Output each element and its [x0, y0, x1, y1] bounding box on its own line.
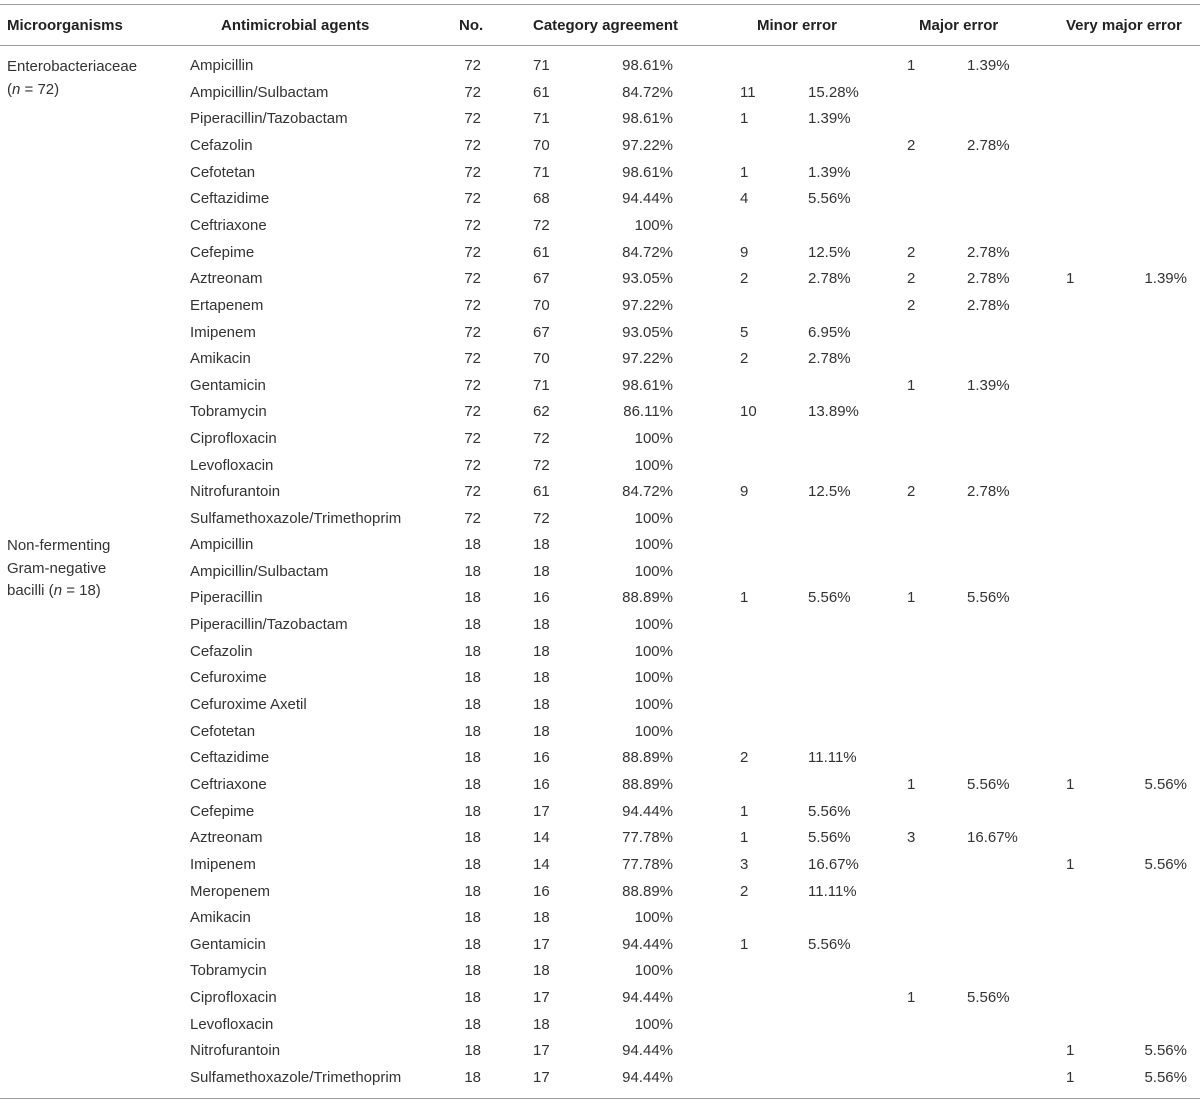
cell-no: 72 — [464, 323, 481, 341]
cell-major-count: 1 — [907, 589, 916, 607]
cell-agent: Imipenem — [190, 855, 256, 873]
cell-agent: Meropenem — [190, 882, 271, 900]
cell-agent: Amikacin — [190, 909, 251, 927]
cell-agent: Ampicillin — [190, 536, 254, 553]
cell-major-count: 1 — [907, 376, 916, 394]
cell-agent: Cefuroxime Axetil — [190, 695, 307, 713]
cell-minor-count: 2 — [740, 350, 749, 368]
cell-ca-pct: 94.44% — [622, 190, 673, 208]
cell-no: 18 — [464, 775, 481, 793]
cell-no: 18 — [464, 722, 481, 740]
cell-major-count: 1 — [907, 57, 916, 74]
cell-no: 72 — [464, 376, 481, 394]
cell-ca-count: 70 — [533, 296, 550, 314]
cell-ca-count: 71 — [533, 163, 550, 181]
cell-no: 72 — [464, 456, 481, 474]
cell-agent: Ciprofloxacin — [190, 430, 277, 448]
cell-minor-pct: 16.67% — [808, 855, 859, 873]
group-label-paren: ( — [7, 80, 12, 98]
cell-ca-pct: 100% — [634, 536, 673, 553]
cell-major-count: 2 — [907, 483, 916, 501]
group-label-line: Non-fermenting — [7, 537, 111, 554]
cell-no: 18 — [464, 562, 481, 580]
cell-agent: Piperacillin/Tazobactam — [190, 616, 348, 633]
cell-ca-pct: 100% — [634, 962, 673, 980]
table-top-rule — [0, 4, 1200, 5]
cell-agent: Cefazolin — [190, 642, 253, 660]
cell-ca-count: 17 — [533, 802, 550, 820]
cell-agent: Ampicillin/Sulbactam — [190, 83, 329, 101]
cell-major-count: 1 — [907, 775, 916, 793]
cell-ca-count: 16 — [533, 589, 550, 607]
group-label-non-fermenting — [7, 535, 110, 603]
cell-ca-count: 68 — [533, 190, 550, 208]
cell-ca-count: 17 — [533, 1042, 550, 1060]
cell-major-pct: 16.67% — [967, 829, 1018, 847]
cell-minor-count: 9 — [740, 243, 749, 261]
cell-agent: Sulfamethoxazole/Trimethoprim — [190, 510, 402, 527]
group-label-n: n — [53, 582, 63, 599]
cell-ca-count: 18 — [533, 695, 550, 713]
cell-ca-count: 16 — [533, 882, 550, 900]
cell-major-count: 2 — [907, 296, 916, 314]
cell-no: 18 — [464, 695, 481, 713]
cell-no: 18 — [464, 1069, 481, 1086]
cell-minor-count: 2 — [740, 749, 749, 767]
cell-no: 18 — [464, 962, 481, 980]
cell-ca-pct: 100% — [634, 669, 673, 687]
cell-minor-pct: 11.11% — [808, 882, 857, 900]
cell-agent: Cefepime — [190, 802, 255, 820]
cell-agent: Levofloxacin — [190, 1015, 274, 1033]
cell-no: 72 — [464, 110, 481, 128]
header-antimicrobial-agents: Antimicrobial agents — [221, 17, 370, 34]
cell-ca-pct: 100% — [634, 722, 673, 740]
cell-agent: Tobramycin — [190, 403, 267, 421]
cell-ca-pct: 77.78% — [622, 829, 673, 847]
cell-no: 18 — [464, 909, 481, 927]
cell-agent: Ciprofloxacin — [190, 989, 277, 1006]
cell-major-pct: 2.78% — [967, 270, 1010, 288]
header-very-major-error: Very major error — [1066, 17, 1182, 34]
header-no: No. — [459, 17, 484, 34]
cell-agent: Cefepime — [190, 243, 255, 261]
cell-minor-pct: 5.56% — [808, 802, 851, 820]
cell-no: 18 — [464, 829, 481, 847]
cell-ca-pct: 94.44% — [622, 935, 673, 953]
cell-agent: Amikacin — [190, 350, 251, 368]
cell-ca-count: 18 — [533, 562, 550, 580]
cell-no: 72 — [464, 270, 481, 288]
cell-agent: Nitrofurantoin — [190, 483, 281, 501]
cell-ca-pct: 88.89% — [622, 882, 673, 900]
cell-major-count: 3 — [907, 829, 916, 847]
cell-minor-count: 4 — [740, 190, 749, 208]
cell-vmajor-pct: 5.56% — [1144, 1069, 1187, 1086]
cell-major-pct: 1.39% — [967, 376, 1010, 394]
cell-agent: Gentamicin — [190, 935, 266, 953]
cell-ca-pct: 94.44% — [622, 1042, 673, 1060]
cell-minor-pct: 12.5% — [808, 243, 851, 261]
cell-vmajor-pct: 5.56% — [1144, 1042, 1187, 1060]
cell-ca-pct: 100% — [634, 695, 673, 713]
cell-ca-count: 18 — [533, 642, 550, 660]
cell-ca-pct: 88.89% — [622, 775, 673, 793]
cell-major-pct: 2.78% — [967, 243, 1010, 261]
header-major-error: Major error — [919, 17, 999, 34]
header-microorganisms: Microorganisms — [7, 17, 123, 34]
cell-ca-pct: 97.22% — [622, 350, 673, 368]
cell-no: 72 — [464, 350, 481, 368]
cell-no: 18 — [464, 536, 481, 553]
cell-minor-count: 3 — [740, 855, 749, 873]
cell-minor-count: 5 — [740, 323, 749, 341]
cell-minor-pct: 11.11% — [808, 749, 857, 767]
cell-no: 18 — [464, 669, 481, 687]
cell-ca-count: 71 — [533, 57, 550, 74]
cell-no: 72 — [464, 57, 481, 74]
cell-no: 72 — [464, 216, 481, 234]
cell-ca-count: 18 — [533, 962, 550, 980]
group-label-count: = 72) — [20, 80, 60, 98]
table-header-rule — [0, 45, 1200, 46]
cell-ca-count: 72 — [533, 430, 550, 448]
cell-ca-pct: 84.72% — [622, 243, 673, 261]
cell-minor-pct: 5.56% — [808, 829, 851, 847]
cell-ca-count: 67 — [533, 270, 550, 288]
cell-agent: Nitrofurantoin — [190, 1042, 281, 1060]
cell-ca-count: 18 — [533, 1015, 550, 1033]
cell-vmajor-pct: 1.39% — [1144, 270, 1187, 288]
cell-vmajor-count: 1 — [1066, 270, 1075, 288]
cell-ca-count: 71 — [533, 376, 550, 394]
cell-ca-count: 17 — [533, 1069, 550, 1086]
cell-minor-count: 1 — [740, 935, 749, 953]
cell-minor-count: 2 — [740, 882, 749, 900]
cell-agent: Ampicillin — [190, 57, 254, 74]
cell-minor-count: 2 — [740, 270, 749, 288]
cell-ca-count: 72 — [533, 216, 550, 234]
cell-ca-pct: 100% — [634, 1015, 673, 1033]
cell-minor-pct: 12.5% — [808, 483, 851, 501]
cell-no: 18 — [464, 802, 481, 820]
cell-no: 72 — [464, 190, 481, 208]
cell-vmajor-count: 1 — [1066, 1069, 1075, 1086]
table-bottom-rule — [0, 1098, 1200, 1099]
cell-ca-pct: 100% — [634, 510, 673, 527]
cell-ca-pct: 100% — [634, 430, 673, 448]
cell-ca-count: 17 — [533, 989, 550, 1006]
cell-ca-count: 18 — [533, 536, 550, 553]
cell-ca-pct: 93.05% — [622, 323, 673, 341]
cell-no: 18 — [464, 989, 481, 1006]
cell-agent: Imipenem — [190, 323, 256, 341]
cell-major-pct: 2.78% — [967, 296, 1010, 314]
cell-agent: Ampicillin/Sulbactam — [190, 562, 329, 580]
cell-minor-count: 1 — [740, 802, 749, 820]
cell-no: 18 — [464, 855, 481, 873]
cell-agent: Levofloxacin — [190, 456, 274, 474]
cell-agent: Piperacillin — [190, 589, 263, 607]
cell-vmajor-count: 1 — [1066, 775, 1075, 793]
cell-vmajor-count: 1 — [1066, 1042, 1075, 1060]
cell-no: 72 — [464, 510, 481, 527]
cell-ca-count: 67 — [533, 323, 550, 341]
header-minor-error: Minor error — [757, 17, 838, 34]
cell-ca-pct: 77.78% — [622, 855, 673, 873]
cell-agent: Cefazolin — [190, 136, 253, 154]
cell-major-count: 2 — [907, 136, 916, 154]
cell-ca-pct: 97.22% — [622, 296, 673, 314]
cell-agent: Ceftriaxone — [190, 216, 267, 234]
cell-major-pct: 5.56% — [967, 775, 1010, 793]
cell-ca-count: 71 — [533, 110, 550, 128]
cell-agent: Ertapenem — [190, 296, 264, 314]
cell-minor-pct: 15.28% — [808, 83, 859, 101]
cell-ca-pct: 100% — [634, 642, 673, 660]
cell-no: 72 — [464, 296, 481, 314]
cell-ca-pct: 100% — [634, 616, 673, 633]
cell-ca-pct: 100% — [634, 562, 673, 580]
cell-vmajor-count: 1 — [1066, 855, 1075, 873]
cell-minor-count: 10 — [740, 403, 757, 421]
cell-minor-pct: 1.39% — [808, 163, 851, 181]
cell-minor-pct: 5.56% — [808, 190, 851, 208]
cell-minor-pct: 13.89% — [808, 403, 859, 421]
cell-no: 72 — [464, 483, 481, 501]
cell-no: 72 — [464, 243, 481, 261]
cell-ca-count: 70 — [533, 136, 550, 154]
group-label-line: Gram-negative — [7, 559, 107, 577]
cell-no: 72 — [464, 136, 481, 154]
cell-major-count: 2 — [907, 243, 916, 261]
cell-minor-count: 1 — [740, 589, 749, 607]
cell-ca-count: 16 — [533, 775, 550, 793]
cell-no: 18 — [464, 1042, 481, 1060]
cell-agent: Ceftriaxone — [190, 775, 267, 793]
cell-no: 18 — [464, 935, 481, 953]
cell-agent: Cefuroxime — [190, 669, 267, 687]
cell-ca-pct: 84.72% — [622, 483, 673, 501]
cell-ca-pct: 98.61% — [622, 163, 673, 181]
cell-vmajor-pct: 5.56% — [1144, 775, 1187, 793]
cell-ca-pct: 98.61% — [622, 376, 673, 394]
cell-ca-count: 61 — [533, 483, 550, 501]
cell-agent: Cefotetan — [190, 163, 256, 181]
cell-minor-pct: 5.56% — [808, 935, 851, 953]
cell-minor-count: 9 — [740, 483, 749, 501]
cell-minor-count: 1 — [740, 163, 749, 181]
cell-ca-count: 14 — [533, 829, 550, 847]
cell-no: 72 — [464, 430, 481, 448]
cell-ca-pct: 100% — [634, 909, 673, 927]
cell-agent: Gentamicin — [190, 376, 266, 394]
cell-major-count: 2 — [907, 270, 916, 288]
cell-ca-count: 62 — [533, 403, 550, 421]
group-label-paren: bacilli ( — [7, 582, 54, 599]
cell-ca-count: 72 — [533, 510, 550, 527]
cell-agent: Ceftazidime — [190, 190, 270, 208]
cell-ca-count: 61 — [533, 83, 550, 101]
cell-minor-count: 1 — [740, 829, 749, 847]
cell-major-pct: 2.78% — [967, 483, 1010, 501]
cell-ca-pct: 100% — [634, 456, 673, 474]
cell-ca-pct: 94.44% — [622, 1069, 673, 1086]
cell-ca-count: 18 — [533, 909, 550, 927]
cell-ca-count: 18 — [533, 669, 550, 687]
cell-major-pct: 1.39% — [967, 57, 1010, 74]
cell-ca-pct: 98.61% — [622, 110, 673, 128]
cell-minor-pct: 6.95% — [808, 323, 851, 341]
cell-ca-pct: 94.44% — [622, 989, 673, 1006]
cell-minor-count: 11 — [740, 83, 756, 101]
cell-no: 18 — [464, 882, 481, 900]
cell-ca-pct: 88.89% — [622, 749, 673, 767]
cell-ca-count: 18 — [533, 722, 550, 740]
cell-ca-pct: 84.72% — [622, 83, 673, 101]
cell-major-pct: 5.56% — [967, 589, 1010, 607]
cell-agent: Sulfamethoxazole/Trimethoprim — [190, 1069, 402, 1086]
cell-agent: Piperacillin/Tazobactam — [190, 110, 348, 128]
header-category-agreement: Category agreement — [533, 17, 679, 34]
cell-agent: Ceftazidime — [190, 749, 270, 767]
group-label-n: n — [12, 80, 21, 98]
cell-ca-pct: 93.05% — [622, 270, 673, 288]
cell-ca-count: 16 — [533, 749, 550, 767]
cell-no: 72 — [464, 403, 481, 421]
cell-ca-count: 61 — [533, 243, 550, 261]
cell-major-pct: 2.78% — [967, 136, 1010, 154]
cell-ca-pct: 86.11% — [623, 403, 673, 421]
cell-major-pct: 5.56% — [967, 989, 1010, 1006]
cell-ca-pct: 88.89% — [622, 589, 673, 607]
cell-no: 18 — [464, 642, 481, 660]
cell-no: 72 — [464, 163, 481, 181]
cell-agent: Aztreonam — [190, 270, 263, 288]
cell-ca-count: 72 — [533, 456, 550, 474]
cell-minor-pct: 2.78% — [808, 270, 851, 288]
group-label-count: = 18) — [62, 582, 101, 599]
cell-agent: Cefotetan — [190, 722, 256, 740]
cell-minor-pct: 5.56% — [808, 589, 851, 607]
cell-vmajor-pct: 5.56% — [1144, 855, 1187, 873]
cell-no: 18 — [464, 1015, 481, 1033]
cell-no: 72 — [464, 83, 481, 101]
group-label-enterobacteriaceae — [7, 56, 137, 101]
group-label-line: Enterobacteriaceae — [7, 58, 138, 75]
cell-ca-count: 14 — [533, 855, 550, 873]
cell-no: 18 — [464, 589, 481, 607]
cell-minor-count: 1 — [740, 110, 749, 128]
cell-agent: Aztreonam — [190, 829, 263, 847]
cell-ca-pct: 100% — [634, 216, 673, 234]
cell-no: 18 — [464, 749, 481, 767]
cell-agent: Tobramycin — [190, 962, 267, 980]
cell-ca-pct: 98.61% — [622, 57, 673, 74]
cell-ca-count: 17 — [533, 935, 550, 953]
cell-no: 18 — [464, 616, 481, 633]
cell-minor-pct: 1.39% — [808, 110, 851, 128]
cell-minor-pct: 2.78% — [808, 350, 851, 368]
cell-major-count: 1 — [907, 989, 916, 1006]
cell-ca-pct: 97.22% — [622, 136, 673, 154]
cell-ca-count: 70 — [533, 350, 550, 368]
cell-ca-count: 18 — [533, 616, 550, 633]
cell-ca-pct: 94.44% — [622, 802, 673, 820]
